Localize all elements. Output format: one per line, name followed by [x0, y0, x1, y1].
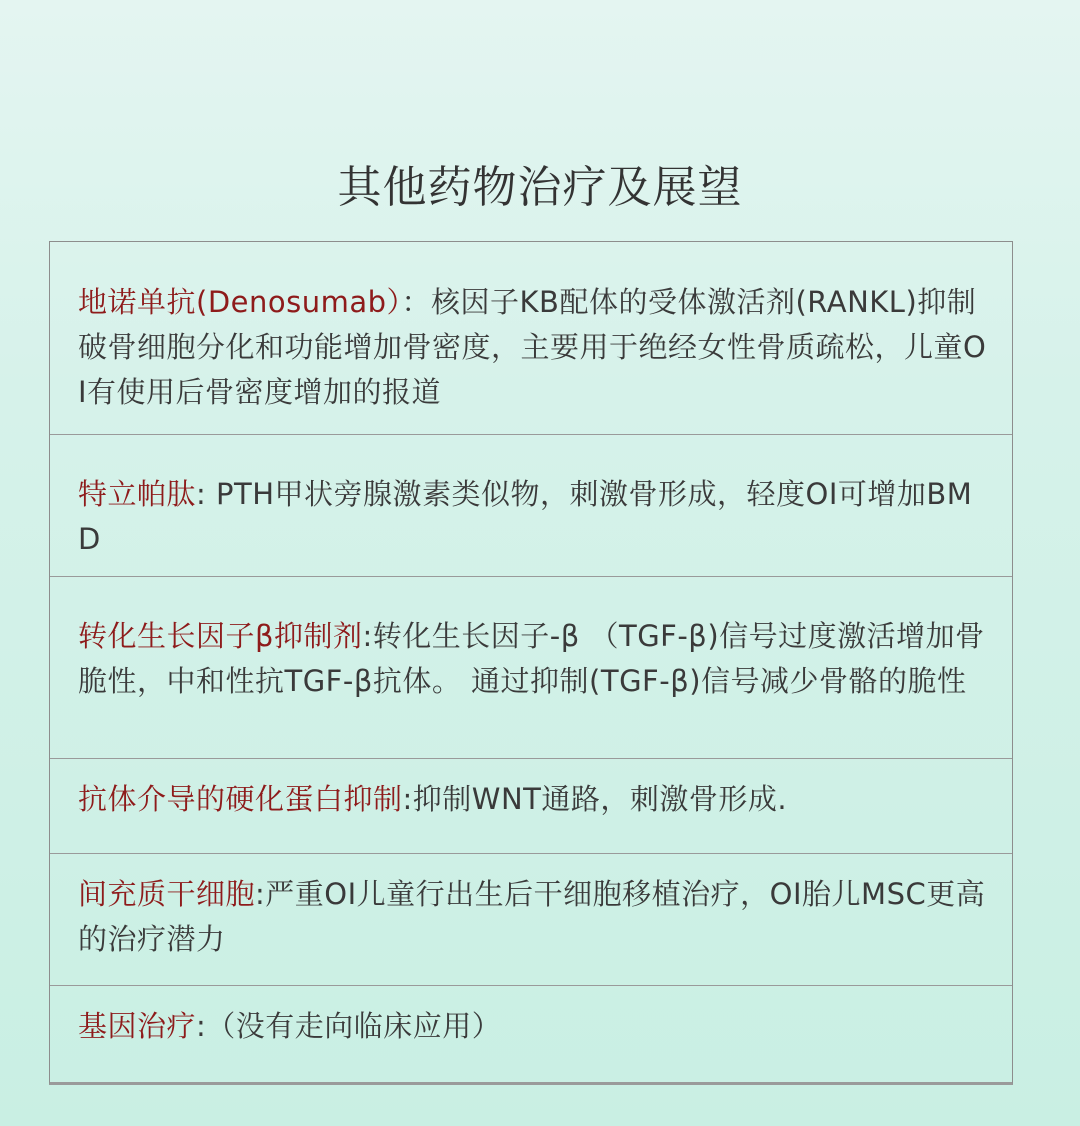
row-text: ：核因子KB配体的受体激活剂(RANKL)抑制破骨细胞分化和功能增加骨密度，主要用于绝经女性骨质疏松，儿童OI有使用后骨密度增加的报道 — [78, 285, 987, 409]
row-label: 地诺单抗(Denosumab） — [78, 285, 402, 319]
table-row-teriparatide — [50, 435, 1012, 577]
row-label: 转化生长因子β抑制剂 — [78, 619, 363, 653]
row-label: 间充质干细胞 — [78, 877, 256, 911]
table-row-gene-therapy — [50, 986, 1012, 1082]
row-text: :（没有走向临床应用） — [196, 1009, 502, 1043]
page-title: 其他药物治疗及展望 — [337, 162, 743, 213]
table-row-sclerostin-inhibition — [50, 759, 1012, 854]
row-text: : PTH甲状旁腺激素类似物，刺激骨形成，轻度OI可增加BMD — [78, 477, 973, 556]
row-text: :严重OI儿童行出生后干细胞移植治疗，OI胎儿MSC更高的治疗潜力 — [78, 877, 986, 956]
table-row-tgf-beta-inhibitor — [50, 577, 1012, 759]
row-label: 基因治疗 — [78, 1009, 197, 1043]
row-label: 抗体介导的硬化蛋白抑制 — [78, 782, 403, 816]
therapy-table — [49, 241, 1013, 1085]
table-row-msc — [50, 854, 1012, 986]
row-label: 特立帕肽 — [78, 477, 197, 511]
table-row-denosumab — [50, 242, 1012, 435]
row-text: :抑制WNT通路，刺激骨形成. — [402, 782, 788, 816]
row-text: :转化生长因子-β （TGF-β)信号过度激活增加骨脆性，中和性抗TGF-β抗体。 通过抑制(TGF-β)信号减少骨骼的脆性 — [78, 619, 985, 698]
